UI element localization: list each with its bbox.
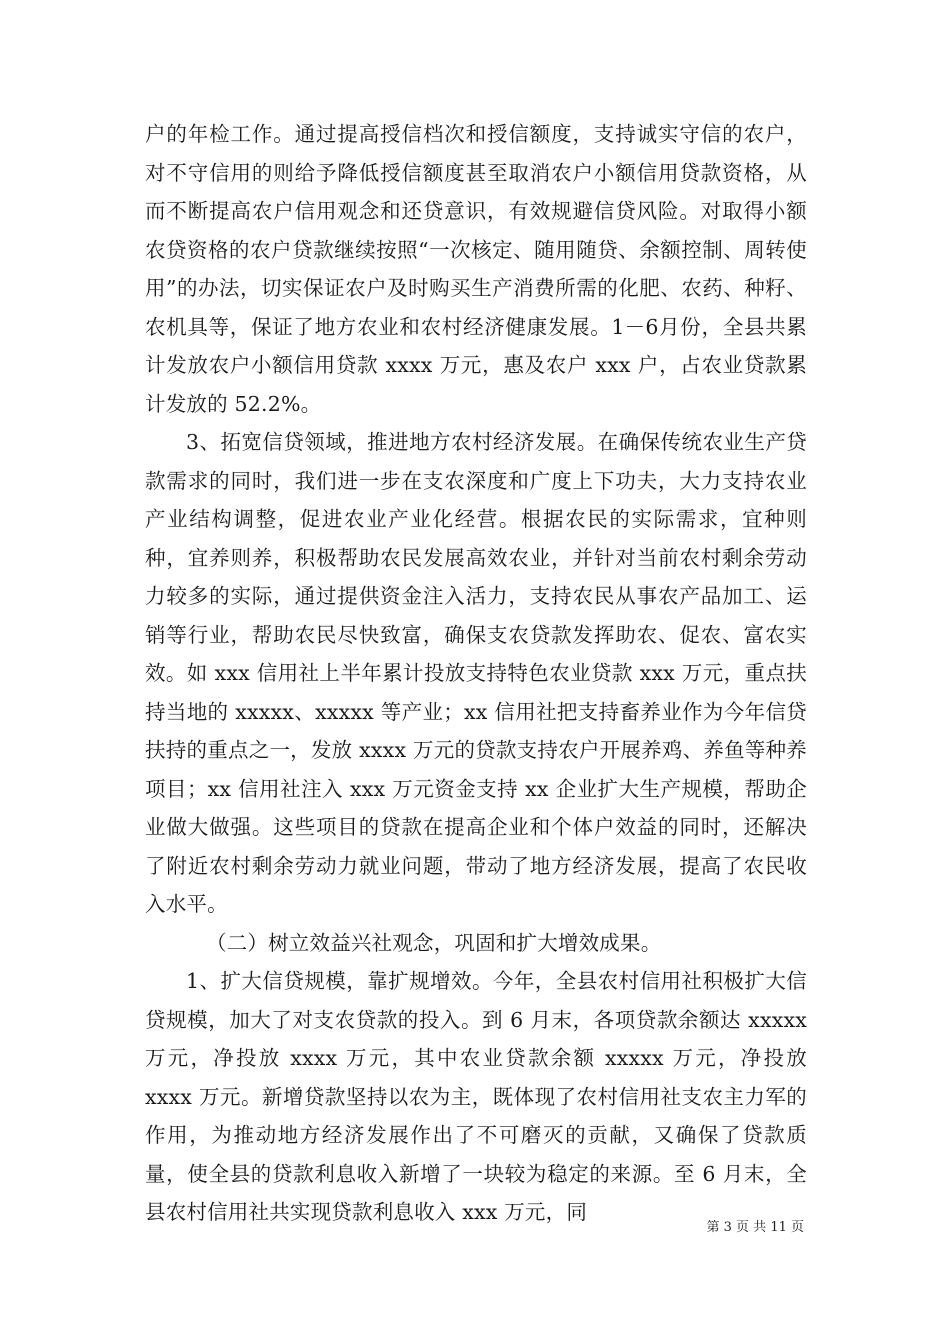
section-heading: （二）树立效益兴社观念，巩固和扩大增效成果。 bbox=[206, 930, 662, 955]
paragraph-expand-credit: 3、拓宽信贷领域，推进地方农村经济发展。在确保传统农业生产贷款需求的同时，我们进一步在支农深度和广度上下功夫，大力支持农业产业结构调整，促进农业产业化经营。根据农民的实际需求，宜种则种，宜养则养，积极帮助农民发展高效农业，并针对当前农村剩余劳动力较多的实际，通过提供资金注入活力，支持农民从事农产品加工、运销等行业，帮助农民尽快致富，确保支农贷款发挥助农、促农、富农实效。如 xxx 信用社上半年累计投放支持特色农业贷款 xxx 万元，重点扶持当地的 xxxxx、xxxxx 等产业；xx 信用社把支持畜养业作为今年信贷扶持的重点之一，发放 xxxx 万元的贷款支持农户开展养鸡、养鱼等种养项目；xx 信用社注入 xxx 万元资金支持 xx 企业扩大生产规模，帮助企业做大做强。这些项目的贷款在提高企业和个体户效益的同时，还解决了附近农村剩余劳动力就业问题，带动了地方经济发展，提高了农民收入水平。 bbox=[145, 430, 807, 916]
document-body bbox=[145, 115, 807, 1232]
paragraph-continuation: 户的年检工作。通过提高授信档次和授信额度，支持诚实守信的农户，对不守信用的则给予降低授信额度甚至取消农户小额信用贷款资格，从而不断提高农户信用观念和还贷意识，有效规避信贷风险。对取得小额农贷资格的农户贷款继续按照“一次核定、随用随贷、余额控制、周转使用”的办法，切实保证农户及时购买生产消费所需的化肥、农药、种籽、农机具等，保证了地方农业和农村经济健康发展。1－6月份，全县共累计发放农户小额信用贷款 xxxx 万元，惠及农户 xxx 户，占农业贷款累计发放的 52.2%。 bbox=[145, 122, 807, 416]
paragraph-scale-up: 1、扩大信贷规模，靠扩规增效。今年，全县农村信用社积极扩大信贷规模，加大了对支农贷款的投入。到 6 月末，各项贷款余额达 xxxxx 万元，净投放 xxxx 万元，其中农业贷款余额 xxxxx 万元，净投放 xxxx 万元。新增贷款坚持以农为主，既体现了农村信用社支农主力军的作用，为推动地方经济发展作出了不可磨灭的贡献，又确保了贷款质量，使全县的贷款利息收入新增了一块较为稳定的来源。至 6 月末，全县农村信用社共实现贷款利息收入 xxx 万元，同 bbox=[145, 969, 807, 1224]
page-number: 第 3 页 共 11 页 bbox=[706, 1220, 804, 1235]
